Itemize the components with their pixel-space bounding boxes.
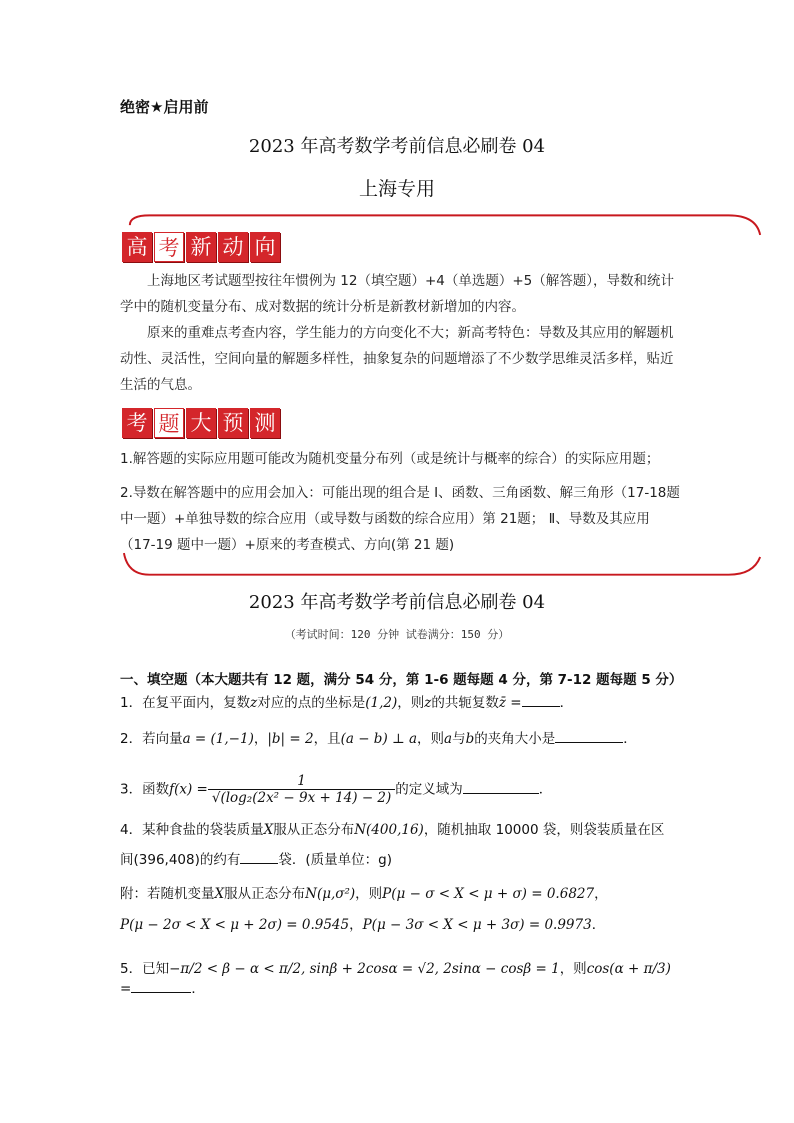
answer-blank[interactable] bbox=[131, 980, 191, 993]
q2-text: ，则 bbox=[417, 731, 445, 747]
banner-char: 新 bbox=[186, 232, 216, 262]
q4-text: ， bbox=[594, 886, 608, 902]
question-4-line-1 bbox=[120, 818, 680, 838]
q5-text: ，则 bbox=[559, 961, 587, 977]
section-heading: 一、填空题（本大题共有 12 题，满分 54 分，第 1-6 题每题 4 分，第 7-12 题每题 5 分） bbox=[120, 672, 683, 688]
q3-fraction bbox=[208, 773, 395, 806]
answer-blank[interactable] bbox=[522, 694, 560, 707]
q1-math: (1,2) bbox=[365, 695, 398, 711]
q1-text: 1．在复平面内，复数 bbox=[120, 695, 251, 711]
banner-char: 大 bbox=[186, 408, 216, 438]
q4-text: ，则 bbox=[355, 886, 383, 902]
forecast-item-2: 2.导数在解答题中的应用会加入：可能出现的组合是 Ⅰ、函数、三角函数、解三角形（17-18题中一题）+单独导数的综合应用（或导数与函数的综合应用）第 21题； Ⅱ、导数及其应用（17-19 题中一题）+原来的考查模式、方向(第 21 题) bbox=[120, 485, 680, 553]
q5-text: ． bbox=[191, 981, 205, 997]
banner-char: 测 bbox=[250, 408, 280, 438]
banner-char: 预 bbox=[218, 408, 248, 438]
q4-text: 间(396,408)的约有 bbox=[120, 852, 241, 868]
q4-math: X bbox=[263, 822, 274, 838]
exam-meta: （考试时间：120 分钟 试卷满分：150 分） bbox=[284, 628, 510, 641]
q2-math: a = (1,−1) bbox=[182, 731, 254, 747]
q4-math: X bbox=[214, 886, 225, 902]
q4-math: N(μ,σ²) bbox=[305, 886, 356, 902]
answer-blank[interactable] bbox=[240, 851, 278, 864]
q4-math: P(μ − 3σ < X < μ + 3σ) = 0.9973 bbox=[362, 917, 592, 933]
trend-paragraph-2: 原来的重难点考查内容，学生能力的方向变化不大；新高考特色：导数及其应用的解题机动性、灵活性，空间向量的解题多样性，抽象复杂的问题增添了不少数学思维灵活多样，贴近生活的气息。 bbox=[120, 325, 674, 393]
page-title: 2023 年高考数学考前信息必刷卷 04 bbox=[248, 136, 546, 157]
q4-text: 服从正态分布 bbox=[224, 886, 306, 902]
q5-text: 5．已知 bbox=[120, 961, 170, 977]
banner-char: 高 bbox=[122, 232, 152, 262]
q4-text: 4．某种食盐的袋装质量 bbox=[120, 822, 264, 838]
question-4-line-3 bbox=[120, 882, 680, 902]
q2-text: 与 bbox=[452, 731, 466, 747]
q2-math: (a − b) ⊥ a bbox=[340, 731, 418, 747]
secret-mark: 绝密★启用前 bbox=[120, 98, 209, 116]
q2-text: ， bbox=[253, 731, 268, 747]
q4-text: ． bbox=[591, 917, 606, 933]
q4-math: P(μ − σ < X < μ + σ) = 0.6827 bbox=[382, 886, 595, 902]
answer-blank[interactable] bbox=[463, 781, 539, 794]
q4-text: 袋．(质量单位：g) bbox=[278, 852, 392, 868]
banner-forecast bbox=[122, 408, 280, 438]
q2-text: 的夹角大小是 bbox=[474, 731, 556, 747]
q3-numerator: 1 bbox=[208, 773, 395, 790]
q4-math: P(μ − 2σ < X < μ + 2σ) = 0.9545 bbox=[120, 917, 350, 933]
q2-math: b bbox=[465, 731, 475, 747]
answer-blank[interactable] bbox=[555, 730, 623, 743]
q2-math: |b| = 2 bbox=[267, 731, 314, 747]
q4-text: ，随机抽取 10000 袋，则袋装质量在区 bbox=[423, 822, 665, 838]
question-2 bbox=[120, 727, 680, 747]
banner-char: 题 bbox=[154, 408, 184, 438]
banner-char: 动 bbox=[218, 232, 248, 262]
q1-math: z̄ = bbox=[498, 695, 522, 711]
q2-text: ，且 bbox=[313, 731, 341, 747]
q2-math: a bbox=[444, 731, 453, 747]
q3-text: ． bbox=[538, 781, 553, 798]
exam-title: 2023 年高考数学考前信息必刷卷 04 bbox=[248, 592, 546, 613]
q5-math: −π/2 < β − α < π/2, sinβ + 2cosα = √2, 2sinα − cosβ = 1 bbox=[169, 961, 560, 977]
q1-math: z bbox=[250, 695, 258, 711]
banner-char: 考 bbox=[154, 232, 184, 262]
q4-text: 附：若随机变量 bbox=[120, 886, 215, 902]
trend-paragraph-1: 上海地区考试题型按往年惯例为 12（填空题）+4（单选题）+5（解答题），导数和统计学中的随机变量分布、成对数据的统计分析是新教材新增加的内容。 bbox=[120, 273, 675, 315]
q4-text: 服从正态分布 bbox=[273, 822, 355, 838]
q3-math: f(x) = bbox=[169, 781, 208, 798]
q1-math: z bbox=[424, 695, 432, 711]
q1-text: ． bbox=[559, 695, 574, 711]
question-4-line-4 bbox=[120, 913, 680, 933]
q3-text: 3．函数 bbox=[120, 781, 170, 798]
banner-new-trends bbox=[122, 232, 280, 262]
q2-text: ． bbox=[623, 731, 637, 747]
banner-char: 向 bbox=[250, 232, 280, 262]
question-1 bbox=[120, 691, 680, 711]
question-5 bbox=[120, 957, 680, 997]
q5-math: cos(α + π/3) = bbox=[120, 961, 671, 997]
q3-text: 的定义域为 bbox=[395, 781, 463, 798]
q1-text: ，则 bbox=[397, 695, 425, 711]
question-3 bbox=[120, 773, 680, 806]
q2-text: 2．若向量 bbox=[120, 731, 183, 747]
forecast-item-1: 1.解答题的实际应用题可能改为随机变量分布列（或是统计与概率的综合）的实际应用题； bbox=[120, 451, 660, 467]
q3-denominator: √(log₂(2x² − 9x + 14) − 2) bbox=[211, 790, 392, 806]
question-4-line-2 bbox=[120, 848, 680, 868]
banner-char: 考 bbox=[122, 408, 152, 438]
q1-text: 对应的点的坐标是 bbox=[257, 695, 366, 711]
q4-math: N(400,16) bbox=[354, 822, 424, 838]
q1-text: 的共轭复数 bbox=[431, 695, 499, 711]
q4-text: ， bbox=[349, 917, 363, 933]
page-subtitle: 上海专用 bbox=[358, 178, 435, 200]
